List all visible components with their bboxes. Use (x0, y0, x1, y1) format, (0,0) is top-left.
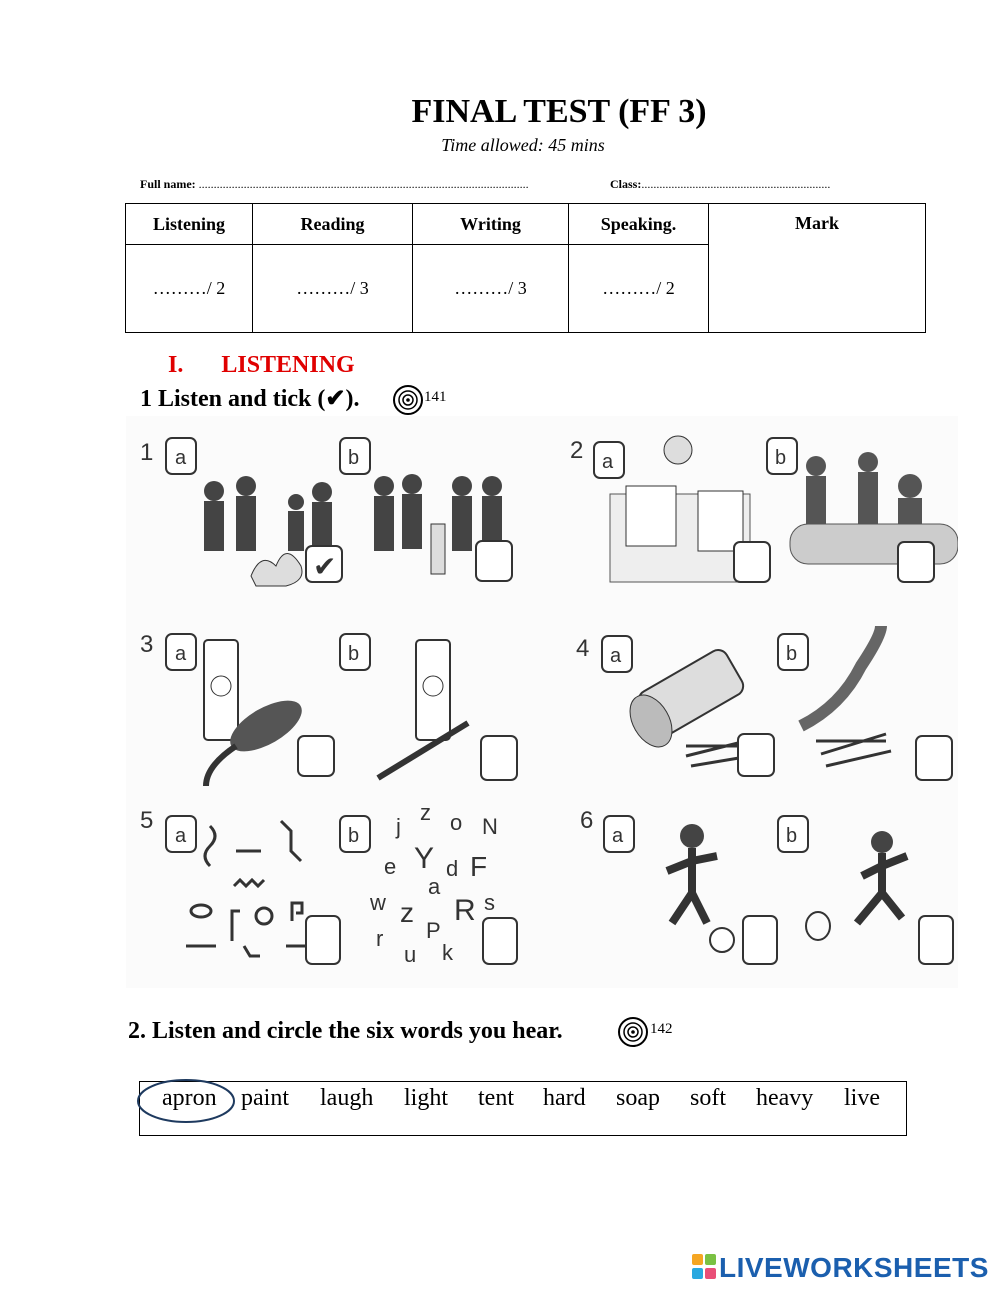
score-writing[interactable]: ………/ 3 (413, 245, 569, 333)
class-field[interactable]: ............................................................... (641, 177, 831, 191)
item2-option-a: a (602, 451, 614, 473)
liveworksheets-logo-icon (692, 1254, 716, 1280)
exercise2-instruction (128, 1018, 563, 1045)
score-header-listening: Listening (126, 204, 253, 245)
word-option[interactable]: live (844, 1085, 880, 1111)
class-line (610, 177, 830, 192)
word-option[interactable]: hard (543, 1085, 586, 1111)
item2-option-b: b (775, 447, 787, 469)
word-option[interactable]: soap (616, 1085, 660, 1111)
item1-number: 1 (140, 439, 154, 466)
item6-tickbox-b[interactable] (919, 916, 953, 964)
item4-tickbox-a[interactable] (738, 734, 774, 776)
item2-tickbox-b[interactable] (898, 542, 934, 582)
full-name-label: Full name: (140, 177, 196, 191)
item1-tickbox-b[interactable] (476, 541, 512, 581)
letter-j: j (396, 814, 401, 839)
word-option[interactable]: laugh (320, 1085, 374, 1111)
letter-w: w (370, 890, 386, 915)
item6-option-a: a (612, 825, 624, 847)
word-option[interactable]: paint (241, 1085, 289, 1111)
item5-option-b: b (348, 825, 360, 847)
score-listening[interactable]: ………/ 2 (126, 245, 253, 333)
letter-N: N (482, 814, 498, 839)
letter-F: F (470, 851, 488, 882)
item3-number: 3 (140, 631, 154, 658)
full-name-field[interactable]: .............................................................................................................. (198, 177, 529, 191)
letter-k: k (442, 940, 453, 965)
class-label: Class: (610, 177, 642, 191)
exercise2-number: 2 (128, 1018, 140, 1044)
section-listening-heading (168, 352, 355, 379)
audio-cd-icon[interactable] (617, 1016, 649, 1048)
word-option[interactable]: light (404, 1085, 449, 1111)
letter-R: R (454, 894, 476, 927)
letter-z1: z (420, 800, 431, 825)
item3-option-b: b (348, 643, 360, 665)
score-header-mark: Mark (709, 204, 926, 333)
letter-r: r (376, 926, 384, 951)
item1-tick-mark: ✔ (313, 551, 337, 582)
item5-tickbox-b[interactable] (483, 918, 517, 964)
letter-s: s (484, 890, 495, 915)
item6-number: 6 (580, 807, 594, 834)
item4-option-b: b (786, 643, 798, 665)
time-allowed: Time allowed: 45 mins (441, 135, 605, 155)
word-option[interactable]: heavy (756, 1085, 814, 1111)
letter-Y: Y (414, 842, 435, 875)
score-table (125, 203, 926, 333)
word-option[interactable]: apron (162, 1085, 217, 1111)
exercise2-text: . Listen and circle the six words you hear. (140, 1018, 563, 1044)
score-reading[interactable]: ………/ 3 (253, 245, 413, 333)
track-number: 141 (424, 389, 447, 405)
exercise1-picture-grid (126, 416, 958, 988)
page-title: FINAL TEST (FF 3) (411, 93, 707, 130)
score-speaking[interactable]: ………/ 2 (569, 245, 709, 333)
section-title: LISTENING (221, 352, 355, 378)
section-number: I. (168, 352, 184, 378)
letter-o: o (450, 810, 463, 835)
item4-tickbox-b[interactable] (916, 736, 952, 780)
item4-number: 4 (576, 635, 590, 662)
item6-option-b: b (786, 825, 798, 847)
exercise1-instruction: 1 Listen and tick (✔). (140, 386, 360, 412)
letter-e: e (384, 854, 397, 879)
item5-number: 5 (140, 807, 154, 834)
score-header-speaking: Speaking. (569, 204, 709, 245)
item1-option-a: a (175, 447, 187, 469)
item5-tickbox-a[interactable] (306, 916, 340, 964)
letter-u: u (404, 942, 417, 967)
liveworksheets-brand[interactable]: LIVEWORKSHEETS (719, 1252, 989, 1283)
letter-a: a (428, 874, 441, 899)
item5-option-a: a (175, 825, 187, 847)
item3-tickbox-a[interactable] (298, 736, 334, 776)
track-number: 142 (650, 1021, 673, 1037)
item3-tickbox-b[interactable] (481, 736, 517, 780)
word-option[interactable]: soft (690, 1085, 726, 1111)
item2-tickbox-a[interactable] (734, 542, 770, 582)
word-option[interactable]: tent (478, 1085, 514, 1111)
score-header-writing: Writing (413, 204, 569, 245)
audio-cd-icon[interactable] (392, 384, 424, 416)
letter-d: d (446, 856, 459, 881)
item2-number: 2 (570, 437, 584, 464)
item6-tickbox-a[interactable] (743, 916, 777, 964)
item4-option-a: a (610, 645, 622, 667)
score-header-reading: Reading (253, 204, 413, 245)
item3-option-a: a (175, 643, 187, 665)
item1-option-b: b (348, 447, 360, 469)
letter-P: P (426, 918, 441, 943)
letter-z2: z (400, 897, 414, 928)
full-name-line (140, 177, 529, 192)
